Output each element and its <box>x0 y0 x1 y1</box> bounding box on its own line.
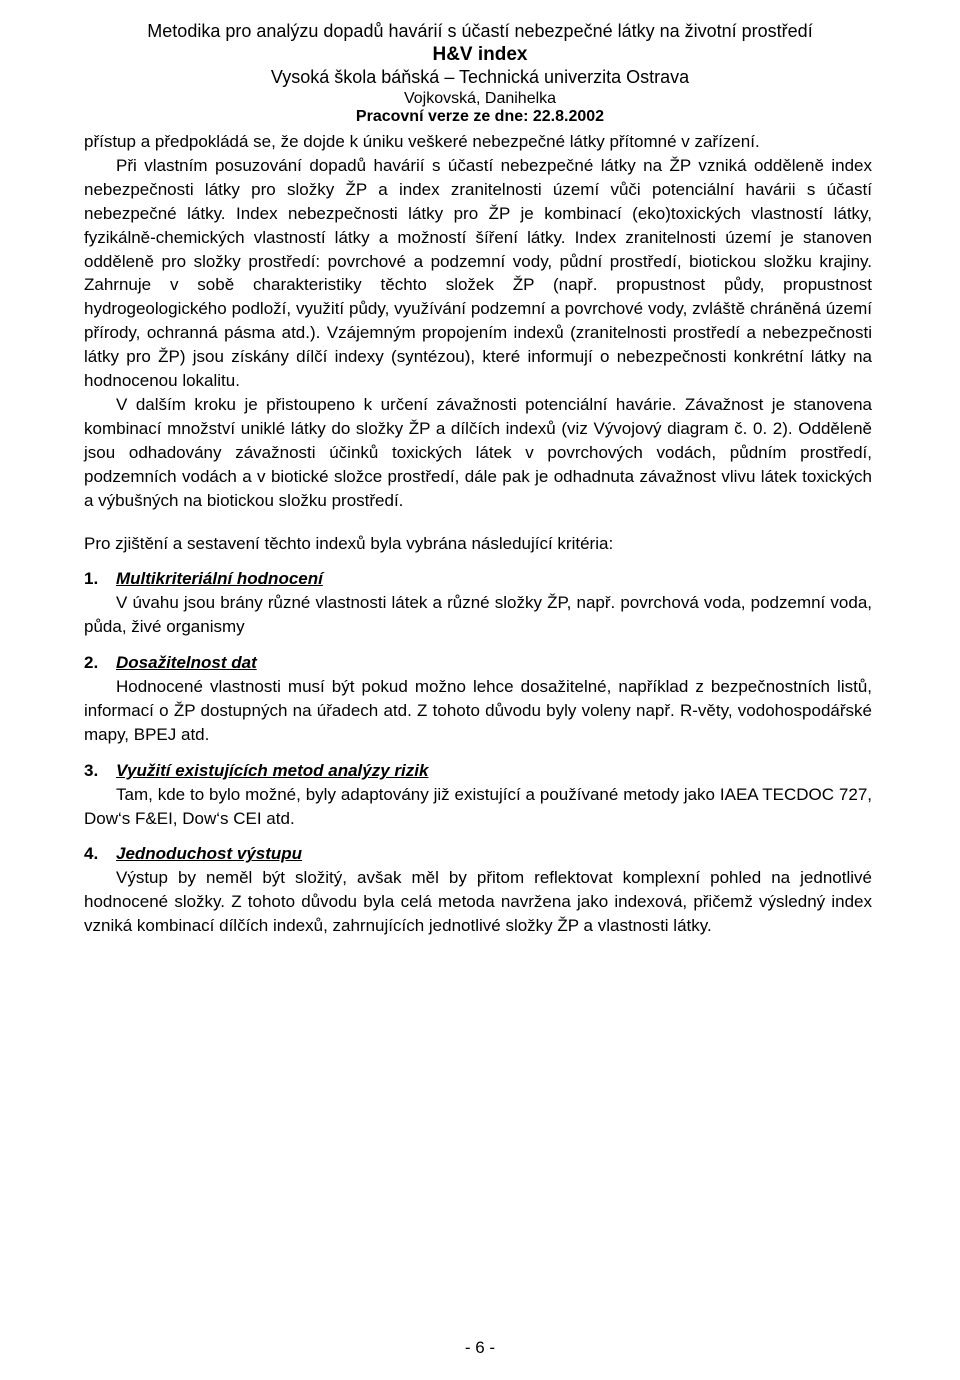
criterion-3 <box>84 759 872 831</box>
criterion-title: Využití existujících metod analýzy rizik <box>116 760 429 780</box>
criterion-number: 2. <box>84 653 99 673</box>
criterion-1 <box>84 567 872 639</box>
criterion-heading <box>84 842 872 866</box>
criterion-text: Tam, kde to bylo možné, byly adaptovány již existující a používané metody jako IAEA TECDOC 727, Dow‘s F&EI, Dow‘s CEI atd. <box>84 784 872 828</box>
spacer <box>84 513 872 532</box>
paragraph-continuation: přístup a předpokládá se, že dojde k úniku veškeré nebezpečné látky přítomné v zařízení. <box>84 132 760 151</box>
spacer <box>84 555 872 567</box>
criterion-heading <box>84 651 872 675</box>
criterion-text: Hodnocené vlastnosti musí být pokud možno lehce dosažitelné, například z bezpečnostních listů, informací o ŽP dostupných na úřadech atd. Z tohoto důvodu byly voleny např. R-věty, vodohospodářské mapy, BPEJ atd. <box>84 677 872 744</box>
page-number: - 6 - <box>464 1338 496 1357</box>
criterion-number: 3. <box>84 760 99 780</box>
header-version-date: Pracovní verze ze dne: 22.8.2002 <box>355 109 605 121</box>
header-document-title: Metodika pro analýzu dopadů havárií s účastí nebezpečné látky na životní prostředí <box>147 21 813 41</box>
header-method-name: H&V index <box>432 44 528 65</box>
criteria-intro: Pro zjištění a sestavení těchto indexů byla vybrána následující kritéria: <box>84 533 614 553</box>
header-authors: Vojkovská, Danihelka <box>403 90 557 107</box>
criterion-text: V úvahu jsou brány různé vlastnosti látek a různé složky ŽP, např. povrchová voda, podzemní voda, půda, živé organismy <box>84 593 872 637</box>
spacer <box>84 747 872 759</box>
criterion-heading <box>84 759 872 783</box>
spacer <box>84 639 872 651</box>
criterion-title: Jednoduchost výstupu <box>116 844 303 864</box>
criterion-number: 4. <box>84 844 99 864</box>
criterion-4 <box>84 842 872 938</box>
criterion-title: Dosažitelnost dat <box>116 653 257 673</box>
criterion-title: Multikriteriální hodnocení <box>116 569 323 589</box>
criterion-text: Výstup by neměl být složitý, avšak měl by přitom reflektovat komplexní pohled na jednotlivé hodnocené složky. Z tohoto důvodu byla celá metoda navržena jako indexová, přičemž výsledný index vzniká kombinací dílčích indexů, zahrnujících jednotlivé složky ŽP a vlastnosti látky. <box>84 868 872 936</box>
paragraph-indices: Při vlastním posuzování dopadů havárií s účastí nebezpečné látky na ŽP vzniká odděleně index nebezpečnosti látky pro složky ŽP a index zranitelnosti území vůči potenciální havárii s účastí nebezpečné látky. Index nebezpečnosti látky pro ŽP je kombinací (eko)toxických vlastností látky, fyzikálně-chemických vlastností látky a možností šíření látky. Index zranitelnosti území je stanoven odděleně pro složky prostředí: povrchové a podzemní vody, půdní prostředí, biotickou složku krajiny. Zahrnuje v sobě charakteristiky těchto složek ŽP (např. propustnost půdy, propustnost hydrogeologického podloží, využití půdy, využívání podzemní a povrchové vody, zvláště chráněná území přírody, ochranná pásma atd.). Vzájemným propojením indexů (zranitelnosti prostředí a nebezpečnosti látky pro ŽP) jsou získány dílčí indexy (syntézou), které informují o nebezpečnosti konkrétní látky na hodnocenou lokalitu. <box>84 155 872 391</box>
criterion-2 <box>84 651 872 747</box>
spacer <box>84 830 872 842</box>
criterion-number: 1. <box>84 569 99 589</box>
paragraph-severity: V dalším kroku je přistoupeno k určení závažnosti potenciální havárie. Závažnost je stanovena kombinací množství uniklé látky do složky ŽP a dílčích indexů (viz Vývojový diagram č. 0. 2). Odděleně jsou odhadovány závažnosti účinků toxických látek v povrchových vodách, půdním prostředí, podzemních vodách a v biotické složce prostředí, dále pak je odhadnuta závažnost vlivu látek toxických a výbušných na biotickou složku prostředí. <box>84 394 872 510</box>
document-body <box>84 130 872 938</box>
criterion-heading <box>84 567 872 591</box>
header-institution: Vysoká škola báňská – Technická univerzita Ostrava <box>270 67 690 87</box>
page-header <box>0 20 960 121</box>
